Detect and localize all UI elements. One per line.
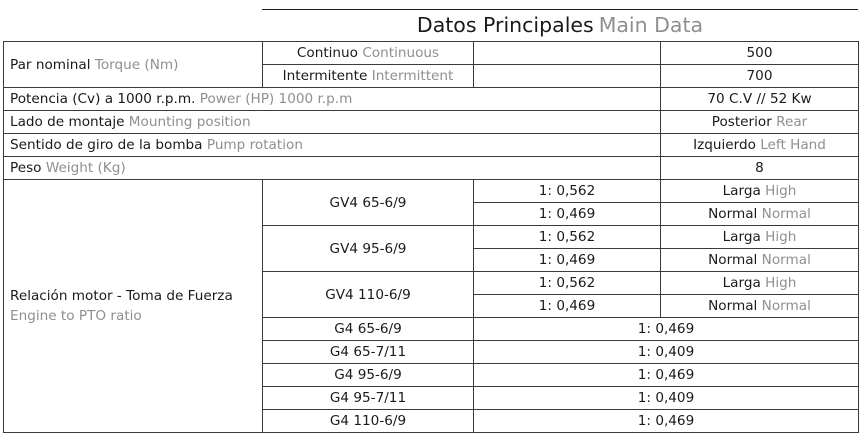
- gv-ratio-type: Normal Normal: [661, 249, 859, 272]
- rotation-value: Izquierdo Left Hand: [661, 134, 859, 157]
- ratio-label-en: Engine to PTO ratio: [10, 308, 142, 324]
- torque-continuous-value: 500: [661, 42, 859, 65]
- mounting-value: Posterior Rear: [661, 111, 859, 134]
- ratio-row-gv4-65-high: [4, 180, 859, 203]
- g-ratio-value: 1: 0,409: [474, 387, 859, 410]
- title-en: Main Data: [598, 13, 704, 37]
- torque-continuous-label: Continuo Continuous: [263, 42, 474, 65]
- gv-ratio-type: Larga High: [661, 226, 859, 249]
- gv-ratio-type: Larga High: [661, 272, 859, 295]
- torque-row-continuous: [4, 42, 859, 65]
- power-row: [4, 88, 859, 111]
- weight-row: [4, 157, 859, 180]
- g-ratio-value: 1: 0,469: [474, 364, 859, 387]
- power-label: Potencia (Cv) a 1000 r.p.m. Power (HP) 1000 r.p.m: [4, 88, 661, 111]
- rotation-label: Sentido de giro de la bomba Pump rotation: [4, 134, 661, 157]
- ratio-label: [4, 180, 263, 433]
- gv-model: GV4 65-6/9: [263, 180, 474, 226]
- power-value: 70 C.V // 52 Kw: [661, 88, 859, 111]
- gv-ratio-value: 1: 0,469: [474, 249, 661, 272]
- mounting-row: [4, 111, 859, 134]
- gv-ratio-value: 1: 0,469: [474, 203, 661, 226]
- gv-ratio-value: 1: 0,562: [474, 226, 661, 249]
- g-model: G4 95-6/9: [263, 364, 474, 387]
- torque-intermittent-blank: [474, 65, 661, 88]
- g-model: G4 95-7/11: [263, 387, 474, 410]
- gv-ratio-value: 1: 0,562: [474, 272, 661, 295]
- page-title: [262, 10, 858, 41]
- weight-value: 8: [661, 157, 859, 180]
- torque-continuous-blank: [474, 42, 661, 65]
- gv-ratio-value: 1: 0,562: [474, 180, 661, 203]
- g-ratio-value: 1: 0,469: [474, 318, 859, 341]
- g-model: G4 65-6/9: [263, 318, 474, 341]
- g-ratio-value: 1: 0,469: [474, 410, 859, 433]
- mounting-label: Lado de montaje Mounting position: [4, 111, 661, 134]
- g-model: G4 65-7/11: [263, 341, 474, 364]
- g-ratio-value: 1: 0,409: [474, 341, 859, 364]
- gv-model: GV4 110-6/9: [263, 272, 474, 318]
- gv-ratio-type: Normal Normal: [661, 295, 859, 318]
- gv-ratio-value: 1: 0,469: [474, 295, 661, 318]
- rotation-row: [4, 134, 859, 157]
- torque-label: Par nominal Torque (Nm): [4, 42, 263, 88]
- gv-model: GV4 95-6/9: [263, 226, 474, 272]
- title-es: Datos Principales: [416, 13, 594, 37]
- weight-label: Peso Weight (Kg): [4, 157, 661, 180]
- main-data-table: [3, 41, 859, 433]
- torque-intermittent-value: 700: [661, 65, 859, 88]
- gv-ratio-type: Larga High: [661, 180, 859, 203]
- g-model: G4 110-6/9: [263, 410, 474, 433]
- ratio-label-es: Relación motor - Toma de Fuerza: [10, 288, 233, 304]
- torque-intermittent-label: Intermitente Intermittent: [263, 65, 474, 88]
- gv-ratio-type: Normal Normal: [661, 203, 859, 226]
